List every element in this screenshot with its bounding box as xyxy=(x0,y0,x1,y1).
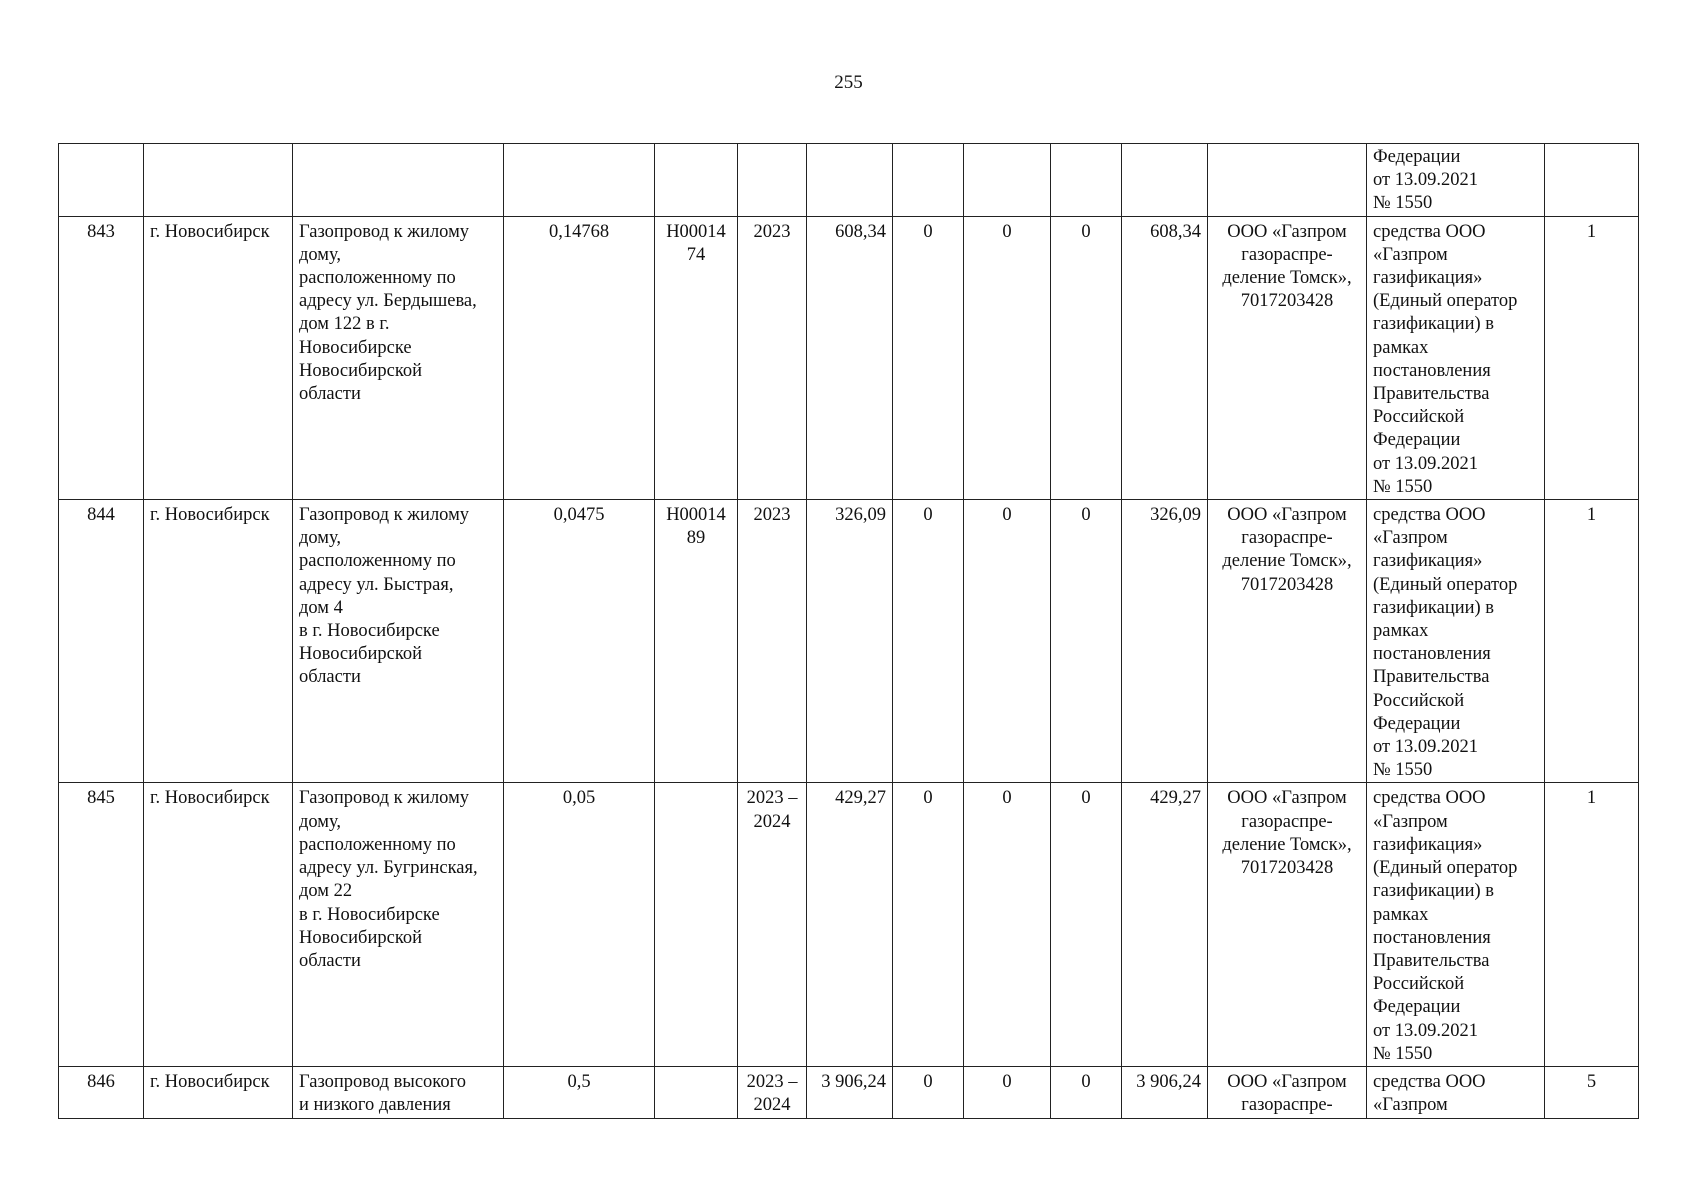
cell-num xyxy=(59,144,144,217)
cell-total: 429,27 xyxy=(807,783,893,1066)
cell-object: Газопровод высокого и низкого давления xyxy=(293,1066,504,1118)
cell-code: Н00014 74 xyxy=(655,216,738,499)
cell-object: Газопровод к жилому дому, расположенному по адресу ул. Бугринская, дом 22 в г. Новосибирске Новосибирской области xyxy=(293,783,504,1066)
cell-v4: 326,09 xyxy=(1122,500,1208,783)
cell-v1: 0 xyxy=(893,783,964,1066)
cell-period: 2023 xyxy=(738,216,807,499)
cell-basis: средства ООО «Газпром xyxy=(1367,1066,1545,1118)
cell-count: 1 xyxy=(1545,216,1639,499)
cell-v3: 0 xyxy=(1051,1066,1122,1118)
cell-org xyxy=(1208,144,1367,217)
cell-basis: средства ООО «Газпром газификация» (Единый оператор газификации) в рамках постановления Правительства Российской Федерации от 13.09.2021 № 1550 xyxy=(1367,216,1545,499)
table-row-continuation xyxy=(59,144,1639,217)
cell-count: 1 xyxy=(1545,783,1639,1066)
cell-code xyxy=(655,144,738,217)
cell-count: 5 xyxy=(1545,1066,1639,1118)
cell-length xyxy=(504,144,655,217)
cell-code xyxy=(655,783,738,1066)
cell-v2 xyxy=(964,144,1051,217)
cell-org: ООО «Газпром газораспре- xyxy=(1208,1066,1367,1118)
cell-num: 846 xyxy=(59,1066,144,1118)
cell-length: 0,5 xyxy=(504,1066,655,1118)
cell-total xyxy=(807,144,893,217)
cell-count xyxy=(1545,144,1639,217)
cell-settlement xyxy=(144,144,293,217)
cell-basis: средства ООО «Газпром газификация» (Единый оператор газификации) в рамках постановления Правительства Российской Федерации от 13.09.2021 № 1550 xyxy=(1367,783,1545,1066)
cell-v4 xyxy=(1122,144,1208,217)
cell-length: 0,0475 xyxy=(504,500,655,783)
cell-v3: 0 xyxy=(1051,216,1122,499)
cell-v4: 3 906,24 xyxy=(1122,1066,1208,1118)
cell-v1: 0 xyxy=(893,500,964,783)
cell-code: Н00014 89 xyxy=(655,500,738,783)
cell-period: 2023 – 2024 xyxy=(738,783,807,1066)
cell-count: 1 xyxy=(1545,500,1639,783)
cell-settlement: г. Новосибирск xyxy=(144,783,293,1066)
page-number: 255 xyxy=(834,72,863,93)
table-row xyxy=(59,216,1639,499)
cell-total: 326,09 xyxy=(807,500,893,783)
cell-v3 xyxy=(1051,144,1122,217)
cell-v2: 0 xyxy=(964,216,1051,499)
cell-settlement: г. Новосибирск xyxy=(144,1066,293,1118)
cell-num: 845 xyxy=(59,783,144,1066)
cell-v1: 0 xyxy=(893,1066,964,1118)
cell-v4: 429,27 xyxy=(1122,783,1208,1066)
cell-object: Газопровод к жилому дому, расположенному по адресу ул. Бердышева, дом 122 в г. Новосибирске Новосибирской области xyxy=(293,216,504,499)
cell-period: 2023 xyxy=(738,500,807,783)
cell-org: ООО «Газпром газораспре- деление Томск», 7017203428 xyxy=(1208,216,1367,499)
cell-v3: 0 xyxy=(1051,783,1122,1066)
cell-num: 843 xyxy=(59,216,144,499)
cell-basis: Федерации от 13.09.2021 № 1550 xyxy=(1367,144,1545,217)
cell-code xyxy=(655,1066,738,1118)
cell-v2: 0 xyxy=(964,1066,1051,1118)
cell-period xyxy=(738,144,807,217)
cell-v2: 0 xyxy=(964,783,1051,1066)
cell-settlement: г. Новосибирск xyxy=(144,500,293,783)
table-row xyxy=(59,1066,1639,1118)
cell-settlement: г. Новосибирск xyxy=(144,216,293,499)
cell-object xyxy=(293,144,504,217)
register-table xyxy=(58,143,1639,1119)
cell-total: 608,34 xyxy=(807,216,893,499)
cell-org: ООО «Газпром газораспре- деление Томск», 7017203428 xyxy=(1208,783,1367,1066)
table-row xyxy=(59,500,1639,783)
table-row xyxy=(59,783,1639,1066)
cell-v4: 608,34 xyxy=(1122,216,1208,499)
cell-total: 3 906,24 xyxy=(807,1066,893,1118)
cell-v3: 0 xyxy=(1051,500,1122,783)
cell-v1 xyxy=(893,144,964,217)
cell-length: 0,14768 xyxy=(504,216,655,499)
cell-period: 2023 – 2024 xyxy=(738,1066,807,1118)
cell-object: Газопровод к жилому дому, расположенному по адресу ул. Быстрая, дом 4 в г. Новосибирске Новосибирской области xyxy=(293,500,504,783)
cell-v1: 0 xyxy=(893,216,964,499)
cell-org: ООО «Газпром газораспре- деление Томск», 7017203428 xyxy=(1208,500,1367,783)
cell-num: 844 xyxy=(59,500,144,783)
cell-v2: 0 xyxy=(964,500,1051,783)
cell-basis: средства ООО «Газпром газификация» (Единый оператор газификации) в рамках постановления Правительства Российской Федерации от 13.09.2021 № 1550 xyxy=(1367,500,1545,783)
cell-length: 0,05 xyxy=(504,783,655,1066)
